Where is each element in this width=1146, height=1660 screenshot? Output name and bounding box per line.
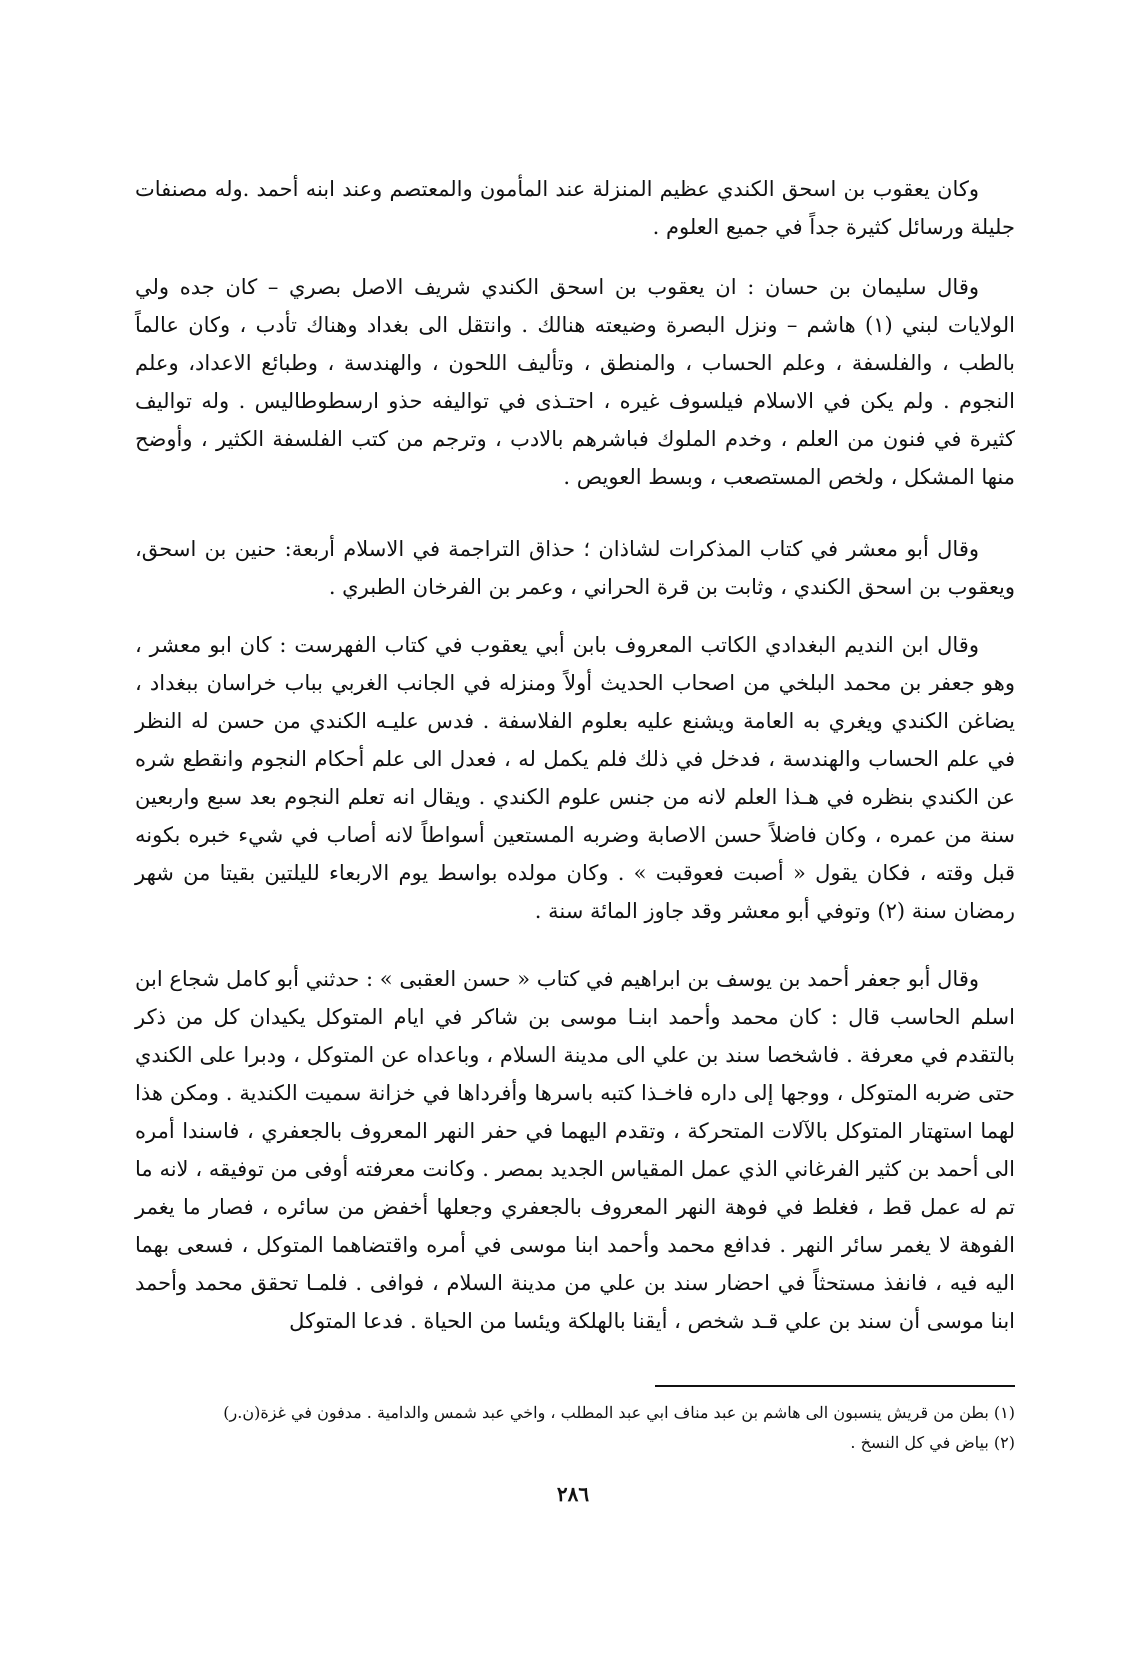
paragraph-3: وقال أبو معشر في كتاب المذكرات لشاذان ؛ حذاق التراجمة في الاسلام أربعة: حنين بن اسحق، ويعقوب بن اسحق الكندي ، وثابت بن قرة الحراني ، وعمر بن الفرخان الطبري . (135, 537, 1015, 599)
page-number: ٢٨٦ (556, 1482, 590, 1506)
footnote-1: (١) بطن من قريش ينسبون الى هاشم بن عبد مناف ابي عبد المطلب ، واخي عبد شمس والدامية . مدفون في غزة(ن.ر) (223, 1403, 1015, 1422)
paragraph-2: وقال سليمان بن حسان : ان يعقوب بن اسحق الكندي شريف الاصل بصري – كان جده ولي الولايات لبني (١) هاشم – ونزل البصرة وضيعته هنالك . وانتقل الى بغداد وهناك تأدب ، وكان عالماً بالطب ، والفلسفة ، وعلم الحساب ، والمنطق ، وتأليف اللحون ، والهندسة ، وطبائع الاعداد، وعلم النجوم . ولم يكن في الاسلام فيلسوف غيره ، احتـذى في تواليفه حذو ارسطوطاليس . وله تواليف كثيرة في فنون من العلم ، وخدم الملوك فباشرهم بالادب ، وترجم من كتب الفلسفة الكثير ، وأوضح منها المشكل ، ولخص المستصعب ، وبسط العويص . (135, 275, 1015, 489)
footnotes (135, 1398, 1015, 1458)
paragraph-1: وكان يعقوب بن اسحق الكندي عظيم المنزلة عند المأمون والمعتصم وعند ابنه أحمد .وله مصنفات جليلة ورسائل كثيرة جداً في جميع العلوم . (135, 177, 1015, 239)
footnote-2: (٢) بياض في كل النسخ . (850, 1433, 1015, 1452)
paragraph-4: وقال ابن النديم البغدادي الكاتب المعروف بابن أبي يعقوب في كتاب الفهرست : كان ابو معشر ، وهو جعفر بن محمد البلخي من اصحاب الحديث أولاً ومنزله في الجانب الغربي بباب خراسان ببغداد ، يضاغن الكندي ويغري به العامة ويشنع عليه بعلوم الفلاسفة . فدس عليـه الكندي من حسن له النظر في علم الحساب والهندسة ، فدخل في ذلك فلم يكمل له ، فعدل الى علم أحكام النجوم وانقطع شره عن الكندي بنظره في هـذا العلم لانه من جنس علوم الكندي . ويقال انه تعلم النجوم بعد سبع واربعين سنة من عمره ، وكان فاضلاً حسن الاصابة وضربه المستعين أسواطاً لانه أصاب في شيء خبره بكونه قبل وقته ، فكان يقول « أصبت فعوقبت » . وكان مولده بواسط يوم الاربعاء لليلتين بقيتا من شهر رمضان سنة (٢) وتوفي أبو معشر وقد جاوز المائة سنة . (135, 633, 1015, 923)
paragraph-5: وقال أبو جعفر أحمد بن يوسف بن ابراهيم في كتاب « حسن العقبى » : حدثني أبو كامل شجاع ابن اسلم الحاسب قال : كان محمد وأحمد ابنـا موسى بن شاكر في ايام المتوكل يكيدان كل من ذكر بالتقدم في معرفة . فاشخصا سند بن علي الى مدينة السلام ، وباعداه عن المتوكل ، ودبرا على الكندي حتى ضربه المتوكل ، ووجها إلى داره فاخـذا كتبه باسرها وأفرداها في خزانة سميت الكندية . ومكن هذا لهما استهتار المتوكل بالآلات المتحركة ، وتقدم اليهما في حفر النهر المعروف بالجعفري ، فاسندا أمره الى أحمد بن كثير الفرغاني الذي عمل المقياس الجديد بمصر . وكانت معرفته أوفى من توفيقه ، لانه ما تم له عمل قط ، فغلط في فوهة النهر المعروف بالجعفري وجعلها أخفض من سائره ، فصار ما يغمر الفوهة لا يغمر سائر النهر . فدافع محمد وأحمد ابنا موسى في أمره واقتضاهما المتوكل ، فسعى بهما اليه فيه ، فانفذ مستحثاً في احضار سند بن علي من مدينة السلام ، فوافى . فلمـا تحقق محمد وأحمد ابنا موسى أن سند بن علي قـد شخص ، أيقنا بالهلكة ويئسا من الحياة . فدعا المتوكل (135, 967, 1015, 1333)
footnote-divider (655, 1385, 1015, 1387)
